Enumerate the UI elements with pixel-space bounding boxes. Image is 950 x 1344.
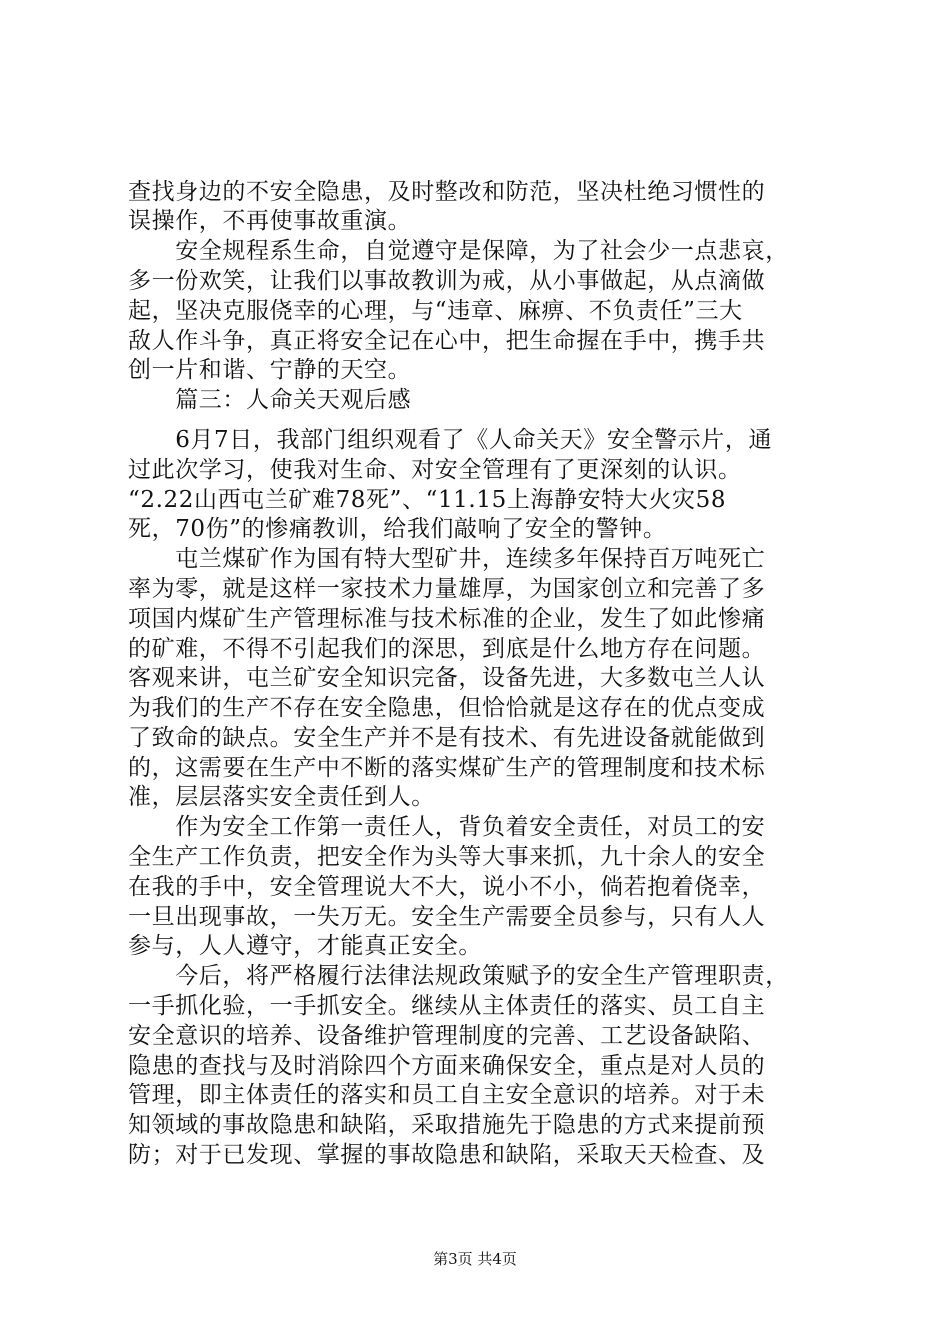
text-line: 查找身边的不安全隐患，及时整改和防范，坚决杜绝习惯性的 bbox=[128, 179, 766, 205]
text-line: 率为零，就是这样一家技术力量雄厚，为国家创立和完善了多 bbox=[128, 576, 766, 602]
text-line: 全生产工作负责，把安全作为头等大事来抓，九十余人的安全 bbox=[128, 844, 766, 870]
text-line: “2.22山西屯兰矿难78死”、“11.15上海静安特大火灾58 bbox=[128, 487, 727, 513]
text-line: 客观来讲，屯兰矿安全知识完备，设备先进，大多数屯兰人认 bbox=[128, 665, 766, 691]
text-line: 作为安全工作第一责任人，背负着安全责任，对员工的安 bbox=[128, 814, 766, 840]
text-line: 准，层层落实安全责任到人。 bbox=[128, 784, 435, 810]
text-line: 安全意识的培养、设备维护管理制度的完善、工艺设备缺陷、 bbox=[128, 1023, 766, 1049]
text-line: 起，坚决克服侥幸的心理，与“违章、麻痹、不负责任”三大 bbox=[128, 298, 743, 324]
text-line: 一旦出现事故，一失万无。安全生产需要全员参与，只有人人 bbox=[128, 904, 766, 930]
text-line: 防；对于已发现、掌握的事故隐患和缺陷，采取天天检查、及 bbox=[128, 1142, 766, 1168]
text-line: 的矿难，不得不引起我们的深思，到底是什么地方存在问题。 bbox=[128, 636, 766, 662]
text-line: 安全规程系生命，自觉遵守是保障，为了社会少一点悲哀， bbox=[128, 238, 789, 264]
text-line: 死，70伤”的惨痛教训，给我们敲响了安全的警钟。 bbox=[128, 516, 667, 542]
text-line: 误操作，不再使事故重演。 bbox=[128, 208, 412, 234]
text-line: 多一份欢笑，让我们以事故教训为戒，从小事做起，从点滴做 bbox=[128, 268, 766, 294]
text-line: 过此次学习，使我对生命、对安全管理有了更深刻的认识。 bbox=[128, 457, 742, 483]
text-line: 了致命的缺点。安全生产并不是有技术、有先进设备就能做到 bbox=[128, 725, 766, 751]
text-line: 屯兰煤矿作为国有特大型矿井，连续多年保持百万吨死亡 bbox=[128, 546, 766, 572]
text-line: 隐患的查找与及时消除四个方面来确保安全，重点是对人员的 bbox=[128, 1053, 766, 1079]
text-line: 敌人作斗争，真正将安全记在心中，把生命握在手中，携手共 bbox=[128, 328, 766, 354]
text-line: 管理，即主体责任的落实和员工自主安全意识的培养。对于未 bbox=[128, 1082, 766, 1108]
text-line: 创一片和谐、宁静的天空。 bbox=[128, 357, 412, 383]
text-line: 为我们的生产不存在安全隐患，但恰恰就是这存在的优点变成 bbox=[128, 695, 766, 721]
text-line: 知领域的事故隐患和缺陷，采取措施先于隐患的方式来提前预 bbox=[128, 1112, 766, 1138]
text-line: 的，这需要在生产中不断的落实煤矿生产的管理制度和技术标 bbox=[128, 755, 766, 781]
text-line: 一手抓化验，一手抓安全。继续从主体责任的落实、员工自主 bbox=[128, 993, 766, 1019]
text-line: 在我的手中，安全管理说大不大，说小不小，倘若抱着侥幸， bbox=[128, 874, 766, 900]
text-line: 6月7日，我部门组织观看了《人命关天》安全警示片，通 bbox=[128, 427, 773, 453]
text-line: 今后，将严格履行法律法规政策赋予的安全生产管理职责， bbox=[128, 963, 789, 989]
page-footer: 第3页 共4页 bbox=[433, 1250, 517, 1268]
text-line: 项国内煤矿生产管理标准与技术标准的企业，发生了如此惨痛 bbox=[128, 606, 766, 632]
text-line: 参与，人人遵守，才能真正安全。 bbox=[128, 933, 482, 959]
section-heading: 篇三：人命关天观后感 bbox=[128, 387, 412, 413]
